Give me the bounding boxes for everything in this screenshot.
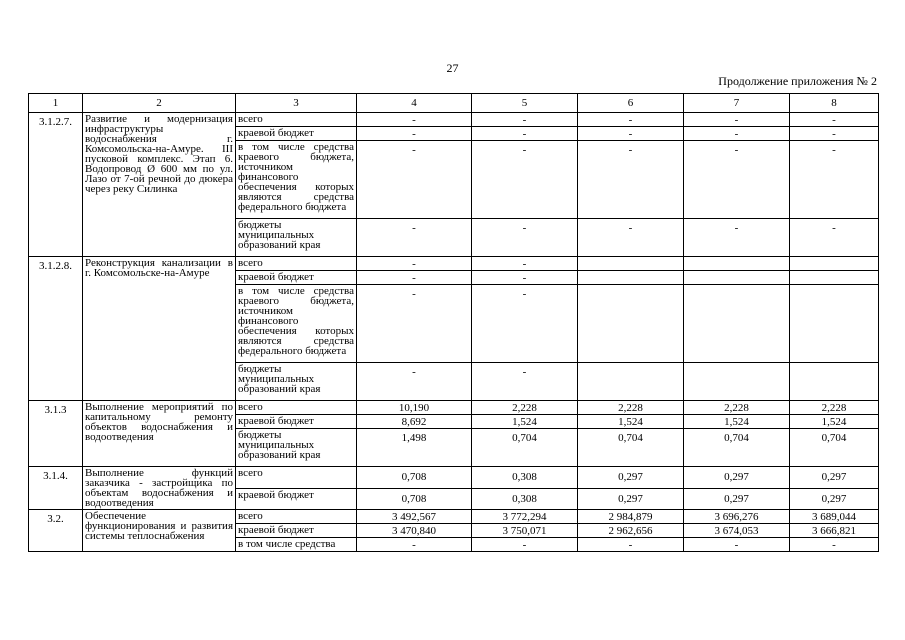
value-cell: -	[357, 257, 472, 271]
item-code: 3.1.2.7.	[29, 113, 83, 257]
value-cell: 3 470,840	[357, 524, 472, 538]
value-cell: 2,228	[684, 401, 790, 415]
table-row	[29, 510, 879, 524]
value-cell	[790, 271, 879, 285]
value-cell: -	[578, 127, 684, 141]
value-cell: -	[357, 127, 472, 141]
value-cell: 8,692	[357, 415, 472, 429]
value-cell: -	[684, 538, 790, 552]
value-cell: 0,308	[472, 488, 578, 510]
value-cell: -	[357, 219, 472, 257]
value-cell: 0,297	[790, 467, 879, 489]
value-cell: -	[357, 538, 472, 552]
value-cell: 1,524	[578, 415, 684, 429]
value-cell	[684, 363, 790, 401]
value-cell: 2 984,879	[578, 510, 684, 524]
value-cell: 0,708	[357, 488, 472, 510]
value-cell: 3 689,044	[790, 510, 879, 524]
value-cell: -	[684, 113, 790, 127]
header-cell: 5	[472, 94, 578, 113]
header-cell: 6	[578, 94, 684, 113]
item-name: Развитие и модернизация инфраструктуры водоснабжения г. Комсомольска-на-Амуре. III пусковой комплекс. Этап 6. Водопровод Ø 600 мм по ул. Лазо от 7-ой речной до дюкера через реку Силинка	[83, 113, 236, 257]
value-cell: 0,297	[684, 488, 790, 510]
value-cell: 0,704	[472, 429, 578, 467]
budget-table	[28, 93, 879, 552]
funding-source: всего	[236, 467, 357, 489]
funding-source: бюджеты муниципальных образований края	[236, 219, 357, 257]
value-cell: -	[790, 219, 879, 257]
value-cell: -	[684, 127, 790, 141]
item-name: Обеспечение функционирования и развития системы теплоснабжения	[83, 510, 236, 552]
value-cell: 3 492,567	[357, 510, 472, 524]
header-cell: 1	[29, 94, 83, 113]
value-cell: 2,228	[472, 401, 578, 415]
value-cell: -	[472, 271, 578, 285]
value-cell	[790, 257, 879, 271]
value-cell	[578, 271, 684, 285]
value-cell	[578, 257, 684, 271]
value-cell: 3 666,821	[790, 524, 879, 538]
value-cell: 3 696,276	[684, 510, 790, 524]
value-cell: 0,297	[578, 467, 684, 489]
value-cell: -	[472, 219, 578, 257]
value-cell: 0,297	[578, 488, 684, 510]
value-cell: -	[472, 363, 578, 401]
value-cell: 2,228	[790, 401, 879, 415]
header-cell: 7	[684, 94, 790, 113]
value-cell: 2,228	[578, 401, 684, 415]
value-cell: 0,297	[790, 488, 879, 510]
header-cell: 4	[357, 94, 472, 113]
header-row	[29, 94, 879, 113]
funding-source: бюджеты муниципальных образований края	[236, 363, 357, 401]
funding-source: в том числе средства краевого бюджета, источником финансового обеспечения которых являются средства федерального бюджета	[236, 285, 357, 363]
item-code: 3.1.3	[29, 401, 83, 467]
value-cell: -	[357, 285, 472, 363]
header-cell: 2	[83, 94, 236, 113]
value-cell: -	[790, 538, 879, 552]
item-name: Выполнение функций заказчика - застройщика по объектам водоснабжения и водоотведения	[83, 467, 236, 510]
table-row	[29, 113, 879, 127]
value-cell	[684, 257, 790, 271]
funding-source: всего	[236, 257, 357, 271]
funding-source: краевой бюджет	[236, 271, 357, 285]
value-cell: 3 750,071	[472, 524, 578, 538]
value-cell: 3 674,053	[684, 524, 790, 538]
value-cell: 10,190	[357, 401, 472, 415]
value-cell: 0,704	[790, 429, 879, 467]
value-cell: -	[790, 141, 879, 219]
table-row	[29, 467, 879, 489]
value-cell: -	[357, 363, 472, 401]
funding-source: всего	[236, 510, 357, 524]
value-cell: -	[472, 113, 578, 127]
funding-source: краевой бюджет	[236, 127, 357, 141]
value-cell: -	[472, 127, 578, 141]
funding-source: краевой бюджет	[236, 524, 357, 538]
value-cell: 0,704	[684, 429, 790, 467]
header-cell: 3	[236, 94, 357, 113]
value-cell: -	[357, 271, 472, 285]
value-cell: -	[578, 113, 684, 127]
value-cell	[578, 285, 684, 363]
funding-source: всего	[236, 113, 357, 127]
value-cell: 1,524	[790, 415, 879, 429]
value-cell: 0,708	[357, 467, 472, 489]
value-cell: -	[684, 141, 790, 219]
item-code: 3.1.4.	[29, 467, 83, 510]
funding-source: бюджеты муниципальных образований края	[236, 429, 357, 467]
value-cell	[790, 285, 879, 363]
item-code: 3.2.	[29, 510, 83, 552]
value-cell: -	[357, 141, 472, 219]
value-cell	[578, 363, 684, 401]
item-name: Выполнение мероприятий по капитальному ремонту объектов водоснабжения и водоотведения	[83, 401, 236, 467]
value-cell: -	[578, 141, 684, 219]
continuation-note: Продолжение приложения № 2	[718, 74, 877, 88]
value-cell: -	[357, 113, 472, 127]
value-cell: -	[578, 219, 684, 257]
funding-source: в том числе средства	[236, 538, 357, 552]
table-row	[29, 401, 879, 415]
value-cell: -	[578, 538, 684, 552]
funding-source: всего	[236, 401, 357, 415]
value-cell: -	[472, 285, 578, 363]
value-cell: 1,524	[472, 415, 578, 429]
funding-source: краевой бюджет	[236, 488, 357, 510]
value-cell: 0,308	[472, 467, 578, 489]
value-cell: 0,297	[684, 467, 790, 489]
value-cell: -	[684, 219, 790, 257]
item-name: Реконструкция канализации в г. Комсомольске-на-Амуре	[83, 257, 236, 401]
value-cell: -	[472, 257, 578, 271]
value-cell: -	[472, 141, 578, 219]
value-cell: 0,704	[578, 429, 684, 467]
table-row	[29, 257, 879, 271]
value-cell: 1,498	[357, 429, 472, 467]
value-cell: -	[790, 113, 879, 127]
value-cell: -	[790, 127, 879, 141]
value-cell	[684, 285, 790, 363]
value-cell: 1,524	[684, 415, 790, 429]
header-cell: 8	[790, 94, 879, 113]
funding-source: краевой бюджет	[236, 415, 357, 429]
value-cell: 3 772,294	[472, 510, 578, 524]
funding-source: в том числе средства краевого бюджета, источником финансового обеспечения которых являются средства федерального бюджета	[236, 141, 357, 219]
value-cell	[790, 363, 879, 401]
item-code: 3.1.2.8.	[29, 257, 83, 401]
value-cell	[684, 271, 790, 285]
value-cell: 2 962,656	[578, 524, 684, 538]
value-cell: -	[472, 538, 578, 552]
page-number: 27	[446, 61, 459, 75]
